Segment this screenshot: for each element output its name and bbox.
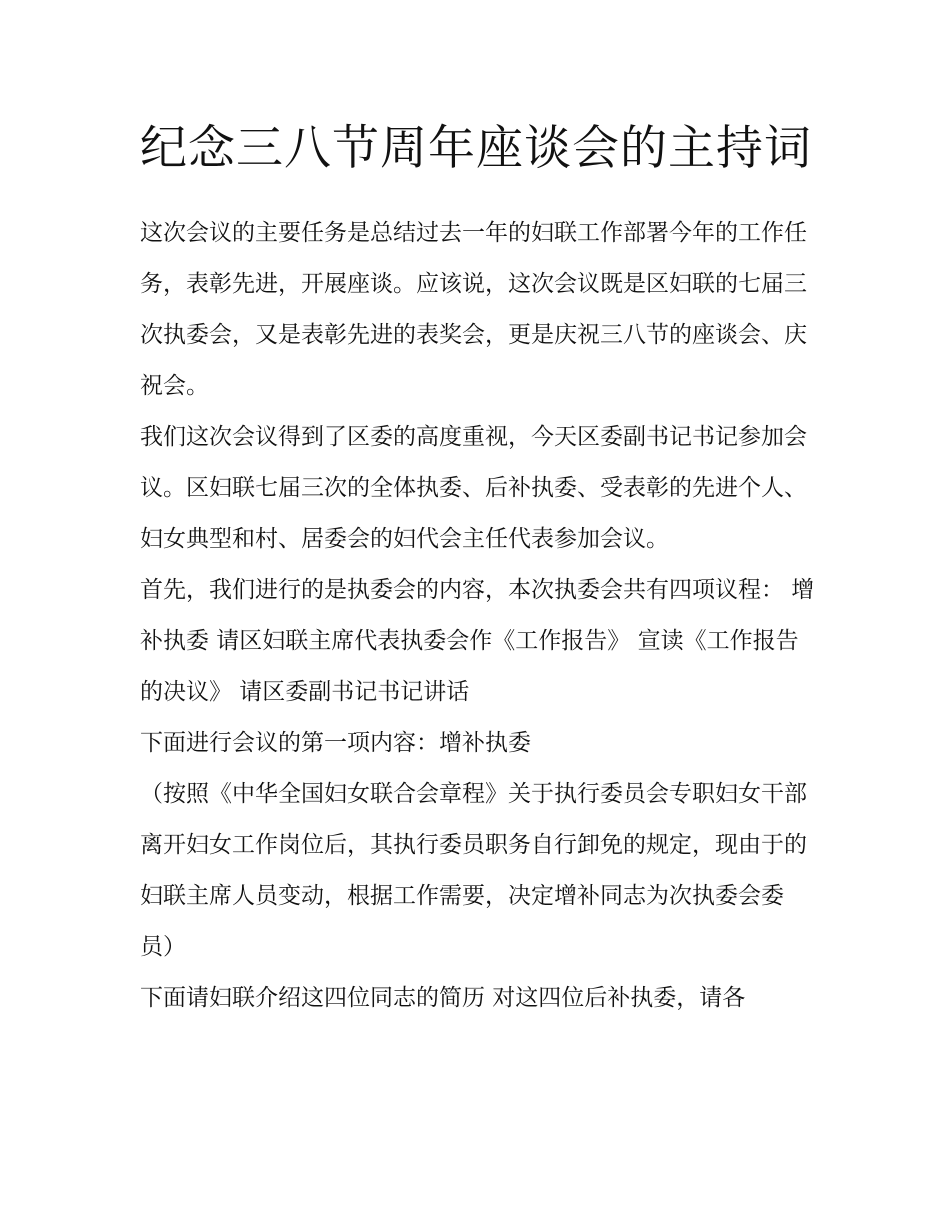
paragraph-regulation: （按照《中华全国妇女联合会章程》关于执行委员会专职妇女干部离开妇女工作岗位后，其执行委员职务自行卸免的规定，现由于的妇联主席人员变动，根据工作需要，决定增补同志为次执委会委员）: [140, 781, 807, 960]
document-title: 纪念三八节周年座谈会的主持词: [140, 121, 812, 176]
paragraph-introduction: 下面请妇联介绍这四位同志的简历 对这四位后补执委，请各: [140, 985, 746, 1011]
paragraph-agenda: 首先，我们进行的是执委会的内容，本次执委会共有四项议程： 增补执委 请区妇联主席代表执委会作《工作报告》 宣读《工作报告的决议》 请区委副书记书记讲话: [140, 577, 815, 705]
document-page: [140, 112, 816, 1024]
paragraph-meeting-tasks: 这次会议的主要任务是总结过去一年的妇联工作部署今年的工作任务，表彰先进，开展座谈。应该说，这次会议既是区妇联的七届三次执委会，又是表彰先进的表奖会，更是庆祝三八节的座谈会、庆祝会。: [140, 220, 807, 399]
paragraph-first-item: 下面进行会议的第一项内容：增补执委: [140, 730, 531, 756]
paragraph-attendance: 我们这次会议得到了区委的高度重视，今天区委副书记书记参加会议。区妇联七届三次的全体执委、后补执委、受表彰的先进个人、妇女典型和村、居委会的妇代会主任代表参加会议。: [140, 424, 807, 552]
